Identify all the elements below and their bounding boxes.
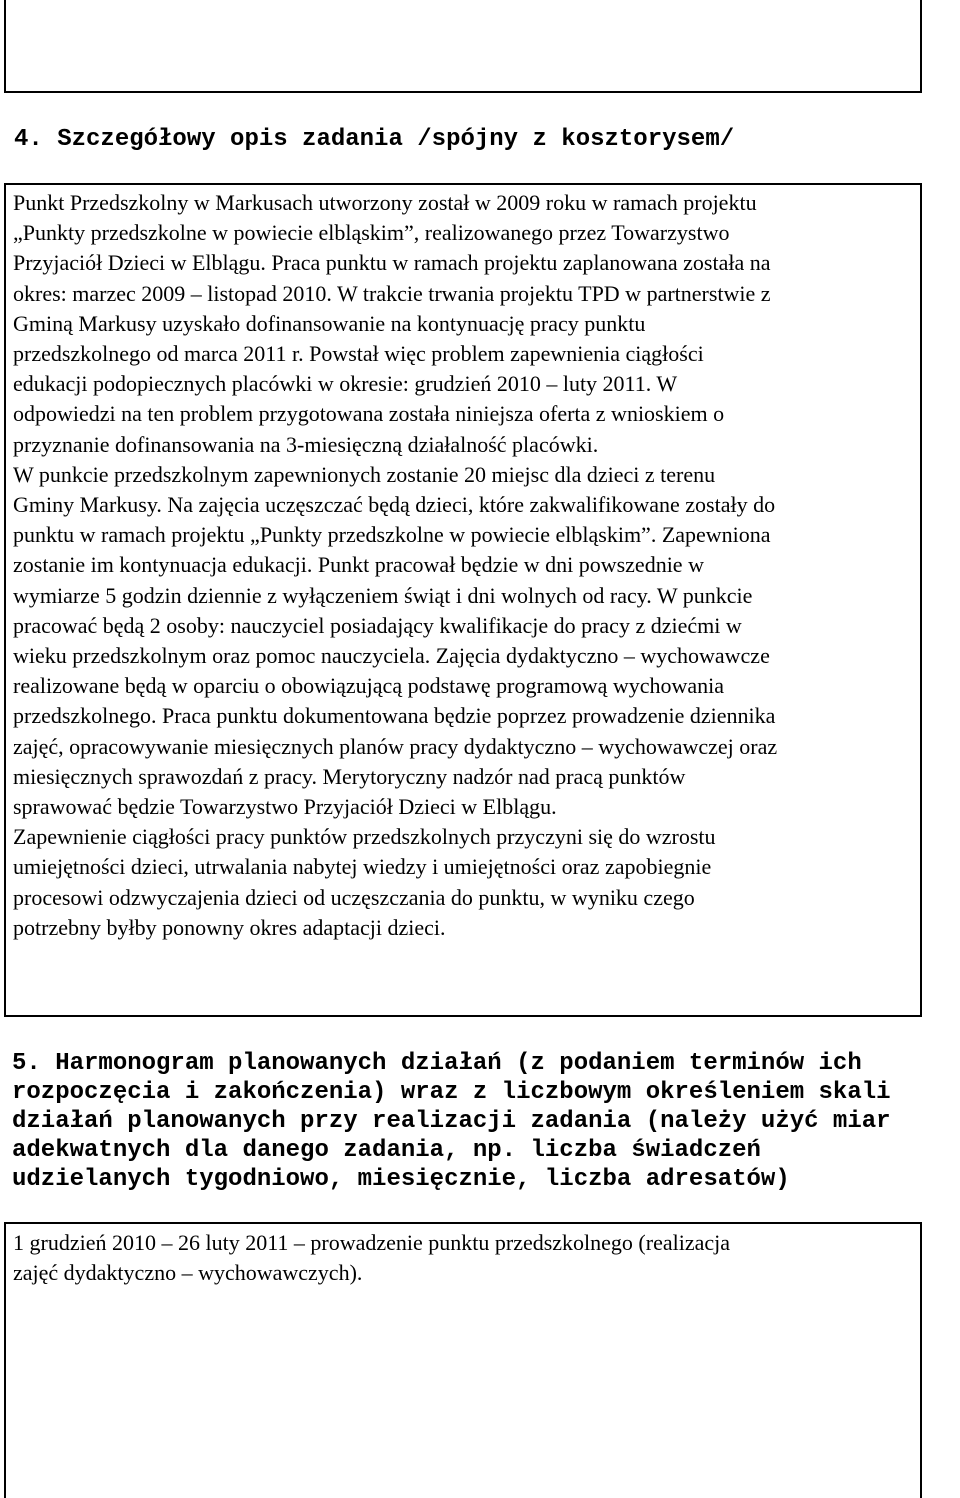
- section-4-description: [13, 188, 777, 943]
- text-line: Przyjaciół Dzieci w Elblągu. Praca punktu w ramach projektu zaplanowana została na: [13, 250, 771, 276]
- text-line: Gminą Markusy uzyskało dofinansowanie na kontynuację pracy punktu: [13, 310, 646, 336]
- section-4-heading: 4. Szczegółowy opis zadania /spójny z kosztorysem/: [14, 126, 735, 153]
- heading-line: adekwatnych dla danego zadania, np. liczba świadczeń: [12, 1137, 761, 1164]
- heading-line: 5. Harmonogram planowanych działań (z podaniem terminów ich: [12, 1050, 862, 1077]
- text-line: potrzebny byłby ponowny okres adaptacji dzieci.: [13, 914, 446, 940]
- text-line: umiejętności dzieci, utrwalania nabytej wiedzy i umiejętności oraz zapobiegnie: [13, 854, 712, 880]
- text-line: procesowi odzwyczajenia dzieci od uczęszczania do punktu, w wyniku czego: [13, 884, 695, 910]
- heading-line: udzielanych tygodniowo, miesięcznie, liczba adresatów): [12, 1166, 790, 1193]
- previous-section-box: [4, 0, 922, 93]
- text-line: okres: marzec 2009 – listopad 2010. W trakcie trwania projektu TPD w partnerstwie z: [13, 280, 771, 306]
- text-line: przedszkolnego. Praca punktu dokumentowana będzie poprzez prowadzenie dziennika: [13, 703, 776, 729]
- text-line: „Punkty przedszkolne w powiecie elbląskim”, realizowanego przez Towarzystwo: [13, 220, 730, 246]
- heading-line: działań planowanych przy realizacji zadania (należy użyć miar: [12, 1108, 891, 1135]
- section-5-content-box: [4, 1222, 922, 1498]
- text-line: pracować będą 2 osoby: nauczyciel posiadający kwalifikacje do pracy z dziećmi w: [13, 612, 742, 638]
- text-line: Zapewnienie ciągłości pracy punktów przedszkolnych przyczyni się do wzrostu: [13, 824, 716, 850]
- section-4-content-box: [4, 183, 922, 1017]
- text-line: edukacji podopiecznych placówki w okresie: grudzień 2010 – luty 2011. W: [13, 371, 678, 397]
- text-line: punktu w ramach projektu „Punkty przedszkolne w powiecie elbląskim”. Zapewniona: [13, 522, 771, 548]
- text-line: sprawować będzie Towarzystwo Przyjaciół Dzieci w Elblągu.: [13, 794, 557, 820]
- text-line: przyznanie dofinansowania na 3-miesięczną działalność placówki.: [13, 431, 599, 457]
- text-line: wieku przedszkolnym oraz pomoc nauczyciela. Zajęcia dydaktyczno – wychowawcze: [13, 643, 770, 669]
- text-line: miesięcznych sprawozdań z pracy. Merytoryczny nadzór nad pracą punktów: [13, 763, 686, 789]
- section-5-heading: [12, 1049, 891, 1194]
- text-line: realizowane będą w oparciu o obowiązującą podstawę programową wychowania: [13, 673, 725, 699]
- text-line: Gminy Markusy. Na zajęcia uczęszczać będą dzieci, które zakwalifikowane zostały do: [13, 492, 776, 518]
- heading-line: rozpoczęcia i zakończenia) wraz z liczbowym określeniem skali: [12, 1079, 891, 1106]
- text-line: wymiarze 5 godzin dziennie z wyłączeniem świąt i dni wolnych od racy. W punkcie: [13, 582, 753, 608]
- text-line: zajęć dydaktyczno – wychowawczych).: [13, 1260, 363, 1286]
- text-line: Punkt Przedszkolny w Markusach utworzony został w 2009 roku w ramach projektu: [13, 190, 757, 215]
- text-line: W punkcie przedszkolnym zapewnionych zostanie 20 miejsc dla dzieci z terenu: [13, 461, 716, 487]
- text-line: odpowiedzi na ten problem przygotowana została niniejsza oferta z wnioskiem o: [13, 401, 725, 427]
- text-line: 1 grudzień 2010 – 26 luty 2011 – prowadzenie punktu przedszkolnego (realizacja: [13, 1230, 731, 1255]
- text-line: zajęć, opracowywanie miesięcznych planów pracy dydaktyczno – wychowawczej oraz: [13, 733, 778, 759]
- text-line: przedszkolnego od marca 2011 r. Powstał więc problem zapewnienia ciągłości: [13, 341, 704, 367]
- schedule-description: [13, 1228, 730, 1288]
- text-line: zostanie im kontynuacja edukacji. Punkt pracował będzie w dni powszednie w: [13, 552, 704, 578]
